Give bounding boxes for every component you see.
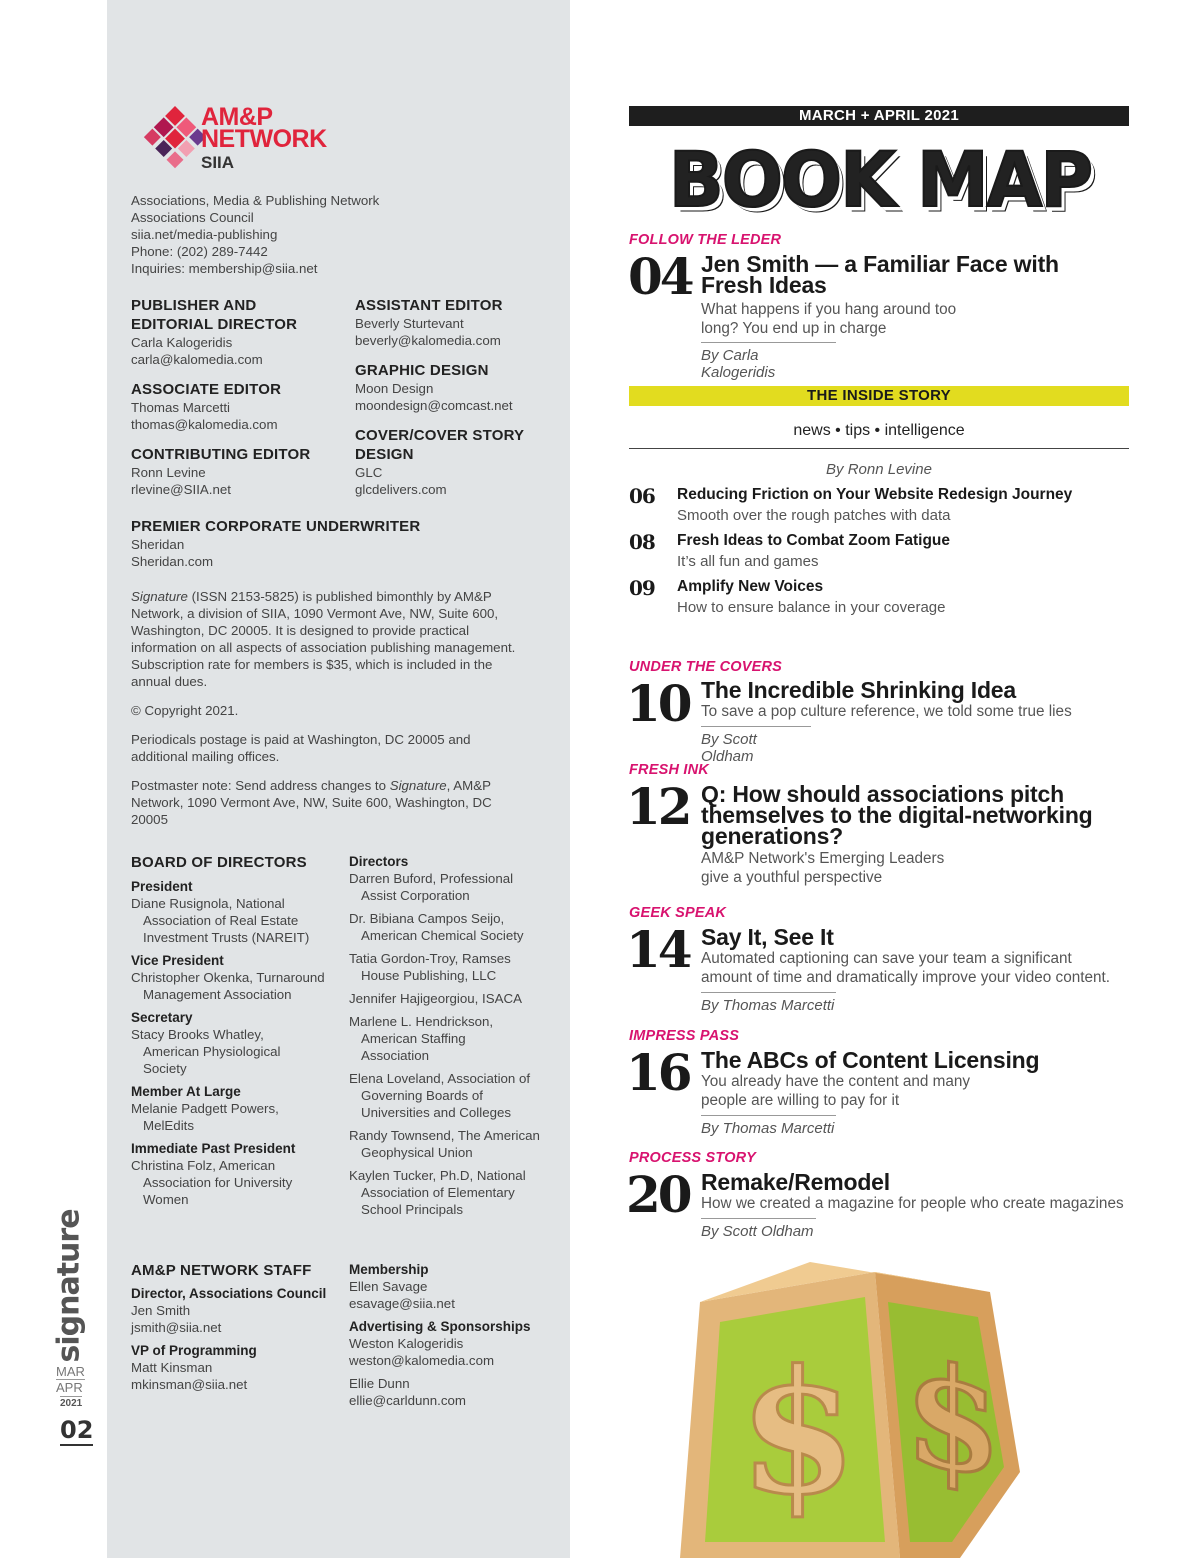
page-ref: 14 — [626, 920, 690, 979]
legal-block: Signature (ISSN 2153-5825) is published bimonthly by AM&P Network, a division of SIIA, 1090 Vermont Ave, NW, Suite 600, Washington, DC 20005. It is designed to provide practical information on all aspects of association publishing management. Subscription rate for members is $35, which is included in the annual dues. © Copyright 2021. Periodicals postage is paid at Washington, DC 20005 and additional mailing offices. Postmaster note: Send address changes to Signature, AM&P Network, 1090 Vermont Ave, NW, Suite 600, Washington, DC 20005 — [131, 589, 516, 827]
page-rail — [51, 1209, 94, 1460]
issue-year: 2021 — [60, 1398, 83, 1409]
issue-months: MAR APR — [56, 1364, 85, 1395]
staff-right: ASSISTANT EDITOR Beverly Sturtevant beverly@kalomedia.com GRAPHIC DESIGN Moon Design moondesign@comcast.net COVER/COVER STORY DESIGN GLC glcdelivers.com — [355, 297, 525, 497]
issue-date-band: MARCH + APRIL 2021 — [629, 106, 1129, 126]
page-ref: 16 — [626, 1043, 690, 1102]
list-item: 06 Reducing Friction on Your Website Redesign Journey Smooth over the rough patches with data — [629, 484, 1073, 524]
dept-label: FOLLOW THE LEDER — [629, 232, 782, 248]
toc-entry: Remake/Remodel How we created a magazine for people who create magazines By Scott Oldham — [701, 1169, 1124, 1240]
page-title: BOOK MAP — [668, 135, 1092, 225]
dept-label: PROCESS STORY — [629, 1150, 756, 1166]
toc-entry: Q: How should associations pitch themselves to the digital-networking generations? AM&P Network's Emerging Leaders give a youthful perspective — [701, 781, 1093, 886]
toc-entry: Jen Smith — a Familiar Face with Fresh Ideas What happens if you hang around too long? You end up in charge By Carla Kalogeridis — [701, 251, 1059, 381]
board-directors: Directors Darren Buford, Professional Assist Corporation Dr. Bibiana Campos Seijo, American Chemical Society Tatia Gordon-Troy, Ramses House Publishing, LLC Jennifer Hajigeorgiou, ISACA Marlene L. Hendrickson, American Staffing Association Elena Loveland, Association of Governing Boards of Universities and Colleges Randy Townsend, The American Geophysical Union Kaylen Tucker, Ph.D, National Association of Elementary School Principals — [349, 854, 540, 1217]
page-ref: 20 — [626, 1165, 690, 1224]
section-band: THE INSIDE STORY — [629, 386, 1129, 406]
page-number: 02 — [60, 1416, 94, 1444]
network-logo: AM&P NETWORK SIIA — [201, 103, 327, 172]
divider — [629, 448, 1129, 449]
dollar-block-icon — [660, 1262, 1060, 1558]
byline: By Ronn Levine — [826, 461, 932, 478]
svg-text:$: $ — [738, 1333, 858, 1533]
page-ref: 04 — [628, 247, 692, 306]
network-staff-left: AM&P NETWORK STAFF Director, Associations Council Jen Smith jsmith@siia.net VP of Programming Matt Kinsman mkinsman@siia.net — [131, 1262, 327, 1392]
underwriter-block: PREMIER CORPORATE UNDERWRITER Sheridan Sheridan.com — [131, 518, 421, 569]
page-ref: 10 — [626, 674, 690, 733]
dept-label: FRESH INK — [629, 762, 709, 778]
dept-label: IMPRESS PASS — [629, 1028, 740, 1044]
staff-left: PUBLISHER AND EDITORIAL DIRECTOR Carla Kalogeridis carla@kalomedia.com ASSOCIATE EDITOR Thomas Marcetti thomas@kalomedia.com CONTRIBUTING EDITOR Ronn Levine rlevine@SIIA.net — [131, 297, 311, 497]
inside-list — [629, 484, 1129, 622]
toc-entry: Say It, See It Automated captioning can save your team a significant amount of time and dramatically improve your video content. By Thomas Marcetti — [701, 924, 1110, 1014]
toc-entry: The Incredible Shrinking Idea To save a pop culture reference, we told some true lies By Scott Oldham — [701, 677, 1072, 765]
section-tagline: news • tips • intelligence — [793, 422, 965, 439]
list-item: 09 Amplify New Voices How to ensure balance in your coverage — [629, 576, 946, 616]
board-officers: BOARD OF DIRECTORS President Diane Rusignola, National Association of Real Estate Investment Trusts (NAREIT) Vice President Christopher Okenka, Turnaround Management Association Secretary Stacy Brooks Whatley, American Physiological Society Member At Large Melanie Padgett Powers, MelEdits Immediate Past President Christina Folz, American Association for University Women — [131, 854, 325, 1207]
brand-wordmark: signature — [51, 1209, 87, 1363]
masthead-column — [107, 0, 570, 1558]
contact-block: Associations, Media & Publishing Network Associations Council siia.net/media-publishing Phone: (202) 289-7442 Inquiries: membership@siia.net — [131, 193, 380, 276]
dept-label: UNDER THE COVERS — [629, 659, 783, 675]
dept-label: GEEK SPEAK — [629, 905, 727, 921]
toc-entry: The ABCs of Content Licensing You already have the content and many people are willing to pay for it By Thomas Marcetti — [701, 1047, 1040, 1137]
svg-text:$: $ — [904, 1330, 1002, 1511]
network-staff-right: Membership Ellen Savage esavage@siia.net Advertising & Sponsorships Weston Kalogeridis weston@kalomedia.com Ellie Dunn ellie@carldunn.com — [349, 1262, 531, 1408]
list-item: 08 Fresh Ideas to Combat Zoom Fatigue It’s all fun and games — [629, 530, 950, 570]
page-ref: 12 — [626, 777, 690, 836]
